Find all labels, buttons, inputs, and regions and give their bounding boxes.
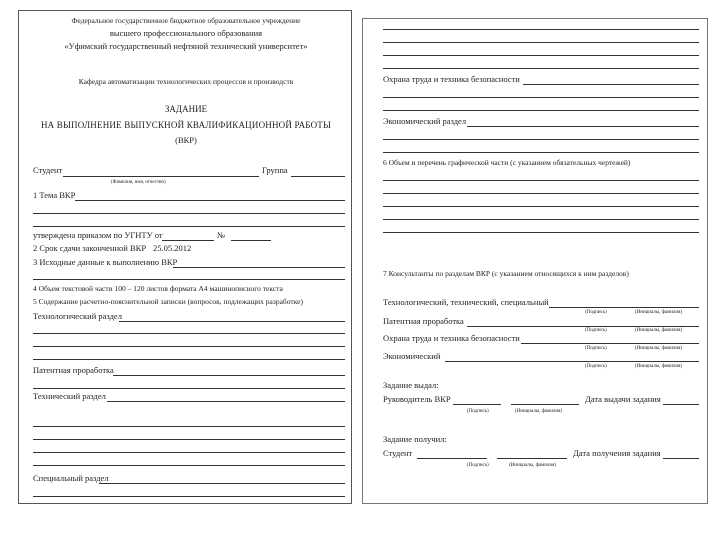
signature-caption: (Подпись) <box>585 310 607 315</box>
initial-data-line[interactable] <box>173 267 345 268</box>
tech-section-line[interactable] <box>33 346 345 347</box>
patent-label: Патентная проработка <box>33 365 114 375</box>
deadline-value: 25.05.2012 <box>153 243 192 253</box>
signature-caption: (Подпись) <box>585 364 607 369</box>
graphics-label: 6 Объем и перечень графической части (с указанием обязательных чертежей) <box>383 158 631 167</box>
supervisor-signature-line[interactable] <box>453 404 501 405</box>
student-sign-label: Студент <box>383 448 413 458</box>
technical-section-line[interactable] <box>33 426 345 427</box>
student-label: Студент <box>33 165 63 175</box>
supervisor-label: Руководитель ВКР <box>383 394 451 404</box>
signature-caption: (Подпись) <box>467 463 489 468</box>
blank-line[interactable] <box>383 29 699 30</box>
economic-label: Экономический раздел <box>383 116 467 126</box>
graphics-line[interactable] <box>383 193 699 194</box>
consultant-line[interactable] <box>467 326 699 327</box>
tech-section-line[interactable] <box>33 359 345 360</box>
form-page-right <box>362 18 708 504</box>
technical-section-line[interactable] <box>33 465 345 466</box>
group-field-line[interactable] <box>291 176 345 177</box>
title-line-1: ЗАДАНИЕ <box>164 104 208 114</box>
deadline-label: 2 Срок сдачи законченной ВКР <box>33 243 147 253</box>
special-section-label: Специальный раздел <box>33 473 109 483</box>
contents-label: 5 Содержание расчетно-пояснительной записки (вопросов, подлежащих разработке) <box>33 297 303 306</box>
technical-section-line[interactable] <box>33 439 345 440</box>
consultant-label: Экономический <box>383 351 441 361</box>
special-section-line[interactable] <box>33 496 345 497</box>
initials-caption: (Инициалы, фамилия) <box>635 364 683 369</box>
special-section-line[interactable] <box>99 483 345 484</box>
issue-date-line[interactable] <box>663 404 699 405</box>
initials-caption: (Инициалы, фамилия) <box>635 310 683 315</box>
student-caption: (Фамилия, имя, отчество) <box>111 180 166 185</box>
initials-caption: (Инициалы, фамилия) <box>515 409 563 414</box>
economic-line[interactable] <box>467 126 699 127</box>
department-name: Кафедра автоматизации технологических процессов и производств <box>78 77 294 86</box>
initial-data-line[interactable] <box>33 279 345 280</box>
technical-section-line[interactable] <box>107 401 345 402</box>
consultant-label: Патентная проработка <box>383 316 464 326</box>
blank-line[interactable] <box>383 68 699 69</box>
signature-caption: (Подпись) <box>585 346 607 351</box>
initials-caption: (Инициалы, фамилия) <box>635 328 683 333</box>
initial-data-label: 3 Исходные данные к выполнению ВКР <box>33 257 178 267</box>
technical-section-label: Технический раздел <box>33 391 106 401</box>
safety-line[interactable] <box>383 110 699 111</box>
consultant-label: Технологический, технический, специальный <box>383 297 549 307</box>
org-line-3: «Уфимский государственный нефтяной технический университет» <box>64 41 308 51</box>
safety-line[interactable] <box>383 97 699 98</box>
safety-line[interactable] <box>523 84 699 85</box>
order-number-line[interactable] <box>231 240 271 241</box>
signature-caption: (Подпись) <box>467 409 489 414</box>
student-name-line[interactable] <box>497 458 567 459</box>
receive-date-label: Дата получения задания <box>573 448 661 458</box>
group-label: Группа <box>262 165 288 175</box>
technical-section-line[interactable] <box>33 452 345 453</box>
safety-label: Охрана труда и техника безопасности <box>383 74 520 84</box>
org-line-2: высшего профессионального образования <box>109 28 263 38</box>
consultants-label: 7 Консультанты по разделам ВКР (с указанием относящихся к ним разделов) <box>383 269 629 278</box>
tech-section-line[interactable] <box>33 333 345 334</box>
order-number-label: № <box>217 230 226 240</box>
student-signature-line[interactable] <box>417 458 487 459</box>
consultant-line[interactable] <box>445 361 699 362</box>
graphics-line[interactable] <box>383 180 699 181</box>
initials-caption: (Инициалы, фамилия) <box>635 346 683 351</box>
title-line-2: НА ВЫПОЛНЕНИЕ ВЫПУСКНОЙ КВАЛИФИКАЦИОННОЙ РАБОТЫ <box>40 120 332 130</box>
supervisor-name-line[interactable] <box>511 404 579 405</box>
issue-date-label: Дата выдачи задания <box>585 394 661 404</box>
patent-line[interactable] <box>113 375 345 376</box>
topic-field-line[interactable] <box>33 213 345 214</box>
patent-line[interactable] <box>33 388 345 389</box>
blank-line[interactable] <box>383 55 699 56</box>
volume-text: 4 Объем текстовой части 100 – 120 листов формата А4 машинописного текста <box>33 284 283 293</box>
tech-section-label: Технологический раздел <box>33 311 122 321</box>
topic-field-line[interactable] <box>33 226 345 227</box>
initials-caption: (Инициалы, фамилия) <box>509 463 557 468</box>
economic-line[interactable] <box>383 139 699 140</box>
issued-label: Задание выдал: <box>383 380 439 390</box>
receive-date-line[interactable] <box>663 458 699 459</box>
consultant-label: Охрана труда и техника безопасности <box>383 333 520 343</box>
blank-line[interactable] <box>383 42 699 43</box>
approved-label: утверждена приказом по УГНТУ от <box>33 230 163 240</box>
graphics-line[interactable] <box>383 219 699 220</box>
form-page-left <box>18 10 352 504</box>
org-line-1: Федеральное государственное бюджетное образовательное учреждение <box>71 16 301 25</box>
topic-field-line[interactable] <box>75 200 345 201</box>
order-date-line[interactable] <box>162 240 214 241</box>
economic-line[interactable] <box>383 152 699 153</box>
consultant-line[interactable] <box>549 307 699 308</box>
topic-label: 1 Тема ВКР <box>33 190 76 200</box>
received-label: Задание получил: <box>383 434 447 444</box>
consultant-line[interactable] <box>521 343 699 344</box>
title-line-3: (ВКР) <box>175 135 197 145</box>
signature-caption: (Подпись) <box>585 328 607 333</box>
student-field-line[interactable] <box>63 176 259 177</box>
graphics-line[interactable] <box>383 206 699 207</box>
tech-section-line[interactable] <box>119 321 345 322</box>
graphics-line[interactable] <box>383 232 699 233</box>
